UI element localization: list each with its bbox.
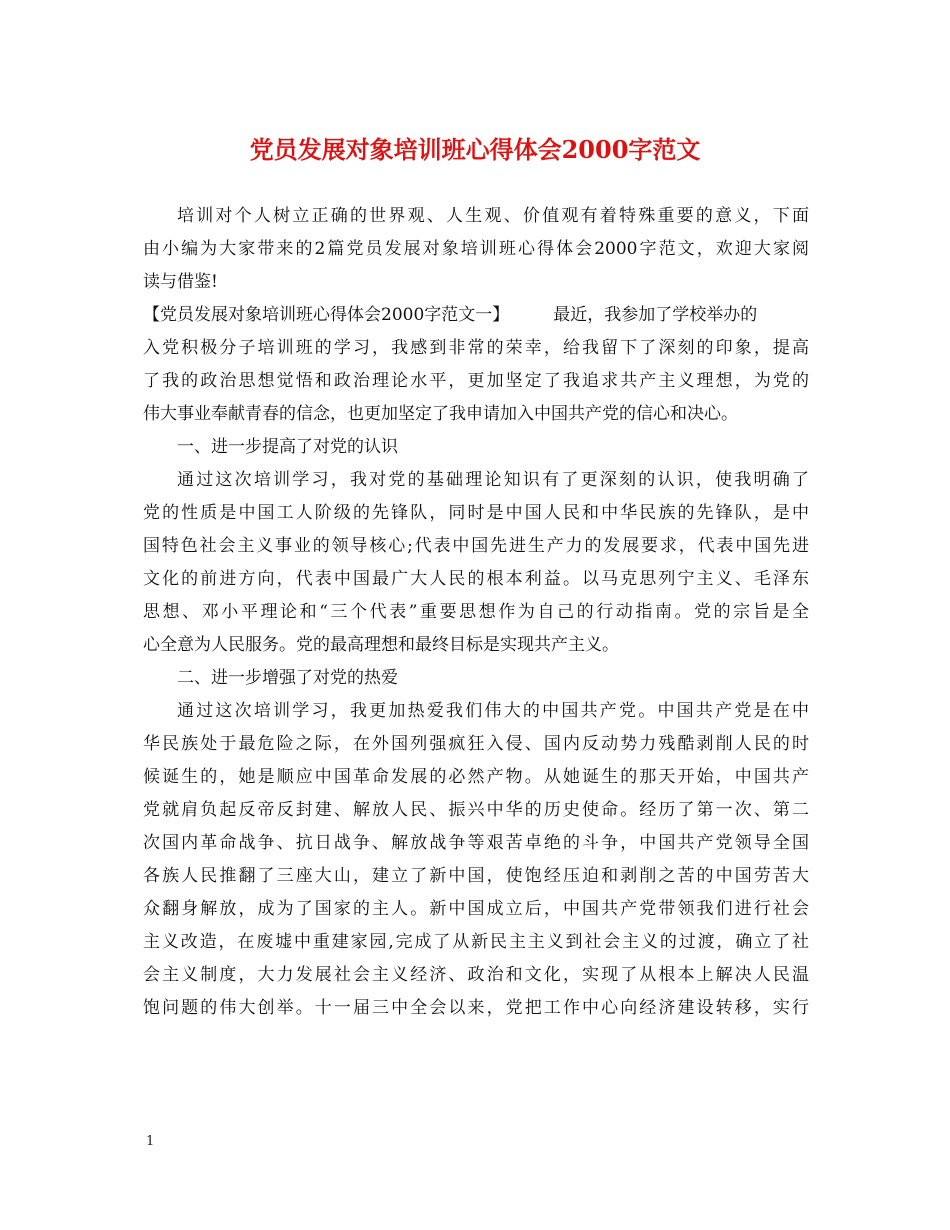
section-heading-line [143,299,809,332]
paragraph-line: 国特色社会主义事业的领导核心;代表中国先进生产力的发展要求，代表中国先进 [143,536,809,556]
paragraph-line: 众翻身解放，成为了国家的主人。新中国成立后，中国共产党带领我们进行社会 [143,899,809,919]
document-title: 党员发展对象培训班心得体会2000字范文 [249,135,701,164]
paragraph-line: 候诞生的，她是顺应中国革命发展的必然产物。从她诞生的那天开始，中国共产 [143,767,809,787]
paragraph-line: 饱问题的伟大创举。十一届三中全会以来，党把工作中心向经济建设转移，实行 [143,998,809,1018]
paragraph-line: 心全意为人民服务。党的最高理想和最终目标是实现共产主义。 [143,635,619,655]
section-heading: 【党员发展对象培训班心得体会2000字范文一】 [143,305,510,325]
subheading-two: 二、进一步增强了对党的热爱 [177,668,398,688]
page-number: 1 [146,1134,155,1149]
paragraph-line: 培训对个人树立正确的世界观、人生观、价值观有着特殊重要的意义，下面 [177,206,809,226]
paragraph-line: 通过这次培训学习，我更加热爱我们伟大的中国共产党。中国共产党是在中 [177,701,809,721]
paragraph-line: 通过这次培训学习，我对党的基础理论知识有了更深刻的认识，使我明确了 [177,470,809,490]
paragraph-line: 党的性质是中国工人阶级的先锋队，同时是中国人民和中华民族的先锋队，是中 [143,503,809,523]
paragraph-line: 文化的前进方向，代表中国最广大人民的根本利益。以马克思列宁主义、毛泽东 [143,569,809,589]
paragraph-line: 伟大事业奉献青春的信念，也更加坚定了我申请加入中国共产党的信心和决心。 [143,404,738,424]
paragraph-line: 会主义制度，大力发展社会主义经济、政治和文化，实现了从根本上解决人民温 [143,965,809,985]
paragraph-line: 由小编为大家带来的2篇党员发展对象培训班心得体会2000字范文，欢迎大家阅 [143,239,809,259]
paragraph-line: 华民族处于最危险之际，在外国列强疯狂入侵、国内反动势力残酷剥削人民的时 [143,734,809,754]
paragraph-line: 各族人民推翻了三座大山，建立了新中国，使饱经压迫和剥削之苦的中国劳苦大 [143,866,809,886]
paragraph-start: 最近，我参加了学校举办的 [553,305,758,325]
paragraph-line: 党就肩负起反帝反封建、解放人民、振兴中华的历史使命。经历了第一次、第二 [143,800,809,820]
paragraph-line: 主义改造，在废墟中重建家园,完成了从新民主主义到社会主义的过渡，确立了社 [143,932,809,952]
document-body [143,200,809,1025]
subheading-one: 一、进一步提高了对党的认识 [177,437,398,457]
paragraph-line: 次国内革命战争、抗日战争、解放战争等艰苦卓绝的斗争，中国共产党领导全国 [143,833,809,853]
paragraph-line: 思想、邓小平理论和“三个代表”重要思想作为自己的行动指南。党的宗旨是全 [143,602,809,622]
paragraph-line: 入党积极分子培训班的学习，我感到非常的荣幸，给我留下了深刻的印象，提高 [143,338,809,358]
paragraph-line: 了我的政治思想觉悟和政治理论水平，更加坚定了我追求共产主义理想，为党的 [143,371,809,391]
paragraph-line: 读与借鉴! [143,272,218,292]
